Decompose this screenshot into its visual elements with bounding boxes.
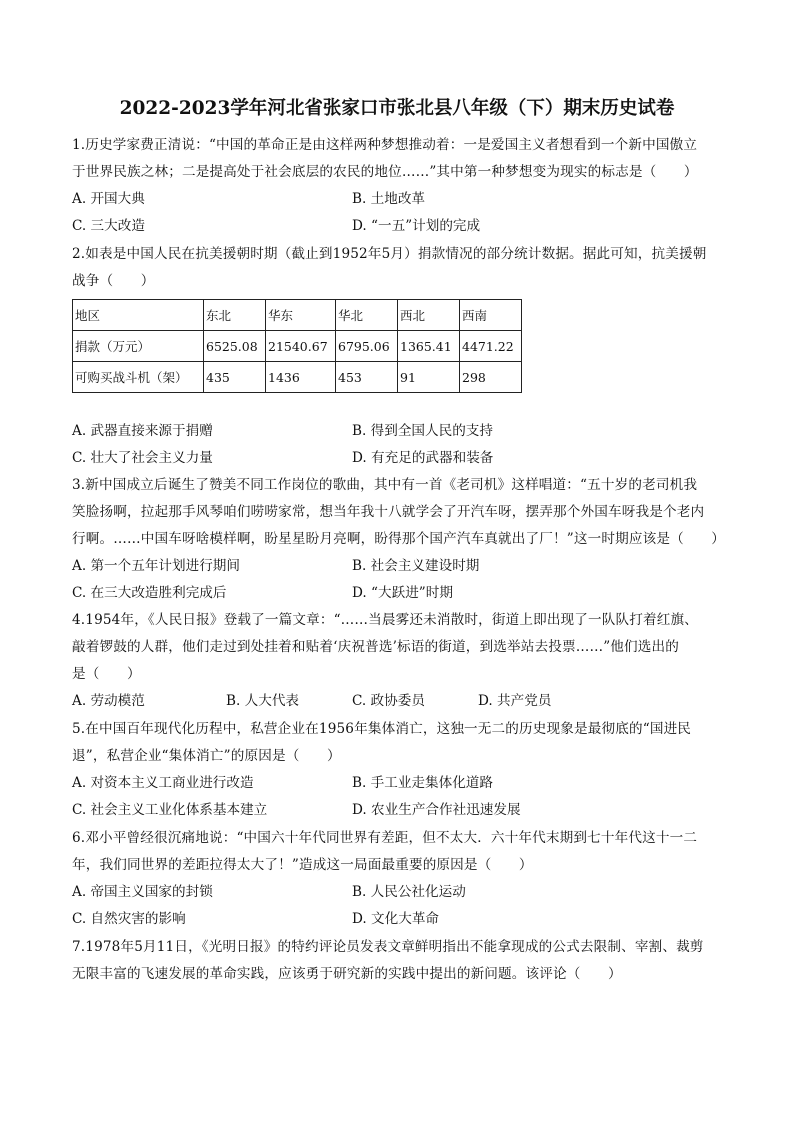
table-header-cell: 西北	[398, 300, 460, 331]
table-header-cell: 东北	[204, 300, 266, 331]
table-cell: 21540.67	[266, 331, 336, 362]
table-cell: 435	[204, 362, 266, 393]
question-2-option-c: C. 壮大了社会主义力量	[72, 450, 213, 466]
table-cell: 可购买战斗机（架）	[73, 362, 204, 393]
question-4-option-c: C. 政协委员	[352, 693, 425, 709]
question-3-option-c: C. 在三大改造胜利完成后	[72, 585, 227, 601]
table-cell: 4471.22	[460, 331, 522, 362]
question-7-line-1: 7.1978年5月11日，《光明日报》的特约评论员发表文章鲜明指出不能拿现成的公式去限制、宰割、裁剪	[72, 939, 704, 955]
question-4-line-2: 敲着锣鼓的人群，他们走过到处挂着和贴着‘庆祝普选’标语的街道，到选举站去投票……”他们选出的	[72, 639, 680, 655]
table-row	[73, 362, 522, 393]
question-2-option-b: B. 得到全国人民的支持	[352, 423, 493, 439]
table-cell: 91	[398, 362, 460, 393]
table-header-row	[73, 300, 522, 331]
question-6-line-2: 年，我们同世界的差距拉得太大了！”造成这一局面最重要的原因是（ ）	[72, 857, 533, 873]
question-6-option-c: C. 自然灾害的影响	[72, 911, 186, 927]
exam-title: 2022-2023学年河北省张家口市张北县八年级（下）期末历史试卷	[119, 98, 675, 119]
question-6-line-1: 6.邓小平曾经很沉痛地说：“中国六十年代同世界有差距，但不太大．六十年代末期到七十年代这十一二	[72, 830, 698, 846]
question-4-option-b: B. 人大代表	[226, 693, 300, 709]
table-cell: 1436	[266, 362, 336, 393]
question-5-option-a: A. 对资本主义工商业进行改造	[72, 775, 254, 791]
question-3-line-3: 行啊。……中国车呀啥模样啊，盼星星盼月亮啊，盼得那个国产汽车真就出了厂！”这一时期应该是（ ）	[72, 531, 726, 547]
question-4-option-d: D. 共产党员	[478, 693, 552, 709]
question-3-option-b: B. 社会主义建设时期	[352, 558, 480, 574]
table-header-cell: 西南	[460, 300, 522, 331]
question-1-option-a: A. 开国大典	[72, 191, 145, 207]
question-4-option-a: A. 劳动模范	[72, 693, 145, 709]
question-2-line-2: 战争（ ）	[72, 273, 155, 289]
question-6-option-b: B. 人民公社化运动	[352, 884, 466, 900]
table-row	[73, 331, 522, 362]
question-2-option-d: D. 有充足的武器和装备	[352, 450, 494, 466]
question-5-line-1: 5.在中国百年现代化历程中，私营企业在1956年集体消亡，这独一无二的历史现象是最彻底的“国进民	[72, 721, 692, 737]
table-cell: 453	[336, 362, 398, 393]
question-5-option-d: D. 农业生产合作社迅速发展	[352, 802, 521, 818]
table-cell: 6795.06	[336, 331, 398, 362]
question-4-line-1: 4.1954年，《人民日报》登载了一篇文章：“……当晨雾还未消散时，街道上即出现了一队队打着红旗、	[72, 612, 698, 628]
question-3-line-1: 3.新中国成立后诞生了赞美不同工作岗位的歌曲，其中有一首《老司机》这样唱道：“五十岁的老司机我	[72, 477, 698, 493]
question-5-option-c: C. 社会主义工业化体系基本建立	[72, 802, 268, 818]
question-3-line-2: 笑脸扬啊，拉起那手风琴咱们唠唠家常，想当年我十八就学会了开汽车呀，摆弄那个外国车呀我是个老内	[72, 504, 705, 520]
question-1-option-d: D. “一五”计划的完成	[352, 218, 481, 234]
question-6-option-a: A. 帝国主义国家的封锁	[72, 884, 213, 900]
question-1-option-b: B. 土地改革	[352, 191, 426, 207]
table-cell: 1365.41	[398, 331, 460, 362]
table-header-cell: 华北	[336, 300, 398, 331]
table-cell: 298	[460, 362, 522, 393]
table-header-cell: 华东	[266, 300, 336, 331]
table-cell: 6525.08	[204, 331, 266, 362]
question-7-line-2: 无限丰富的飞速发展的革命实践，应该勇于研究新的实践中提出的新问题。该评论（ ）	[72, 966, 622, 982]
question-3-option-d: D. “大跃进”时期	[352, 585, 453, 601]
question-2-line-1: 2.如表是中国人民在抗美援朝时期（截止到1952年5月）捐款情况的部分统计数据。据此可知，抗美援朝	[72, 246, 707, 262]
question-5-option-b: B. 手工业走集体化道路	[352, 775, 493, 791]
question-1-option-c: C. 三大改造	[72, 218, 145, 234]
donation-table	[72, 299, 522, 393]
question-6-option-d: D. 文化大革命	[352, 911, 440, 927]
question-4-line-3: 是（ ）	[72, 666, 141, 682]
question-5-line-2: 退”，私营企业“集体消亡”的原因是（ ）	[72, 748, 341, 764]
question-2-option-a: A. 武器直接来源于捐赠	[72, 423, 213, 439]
question-3-option-a: A. 第一个五年计划进行期间	[72, 558, 240, 574]
table-header-cell: 地区	[73, 300, 204, 331]
table-cell: 捐款（万元）	[73, 331, 204, 362]
question-1-line-2: 于世界民族之林；二是提高处于社会底层的农民的地位……”其中第一种梦想变为现实的标志是（ ）	[72, 164, 698, 180]
question-1-line-1: 1.历史学家费正清说：“中国的革命正是由这样两种梦想推动着：一是爱国主义者想看到一个新中国傲立	[72, 137, 698, 153]
